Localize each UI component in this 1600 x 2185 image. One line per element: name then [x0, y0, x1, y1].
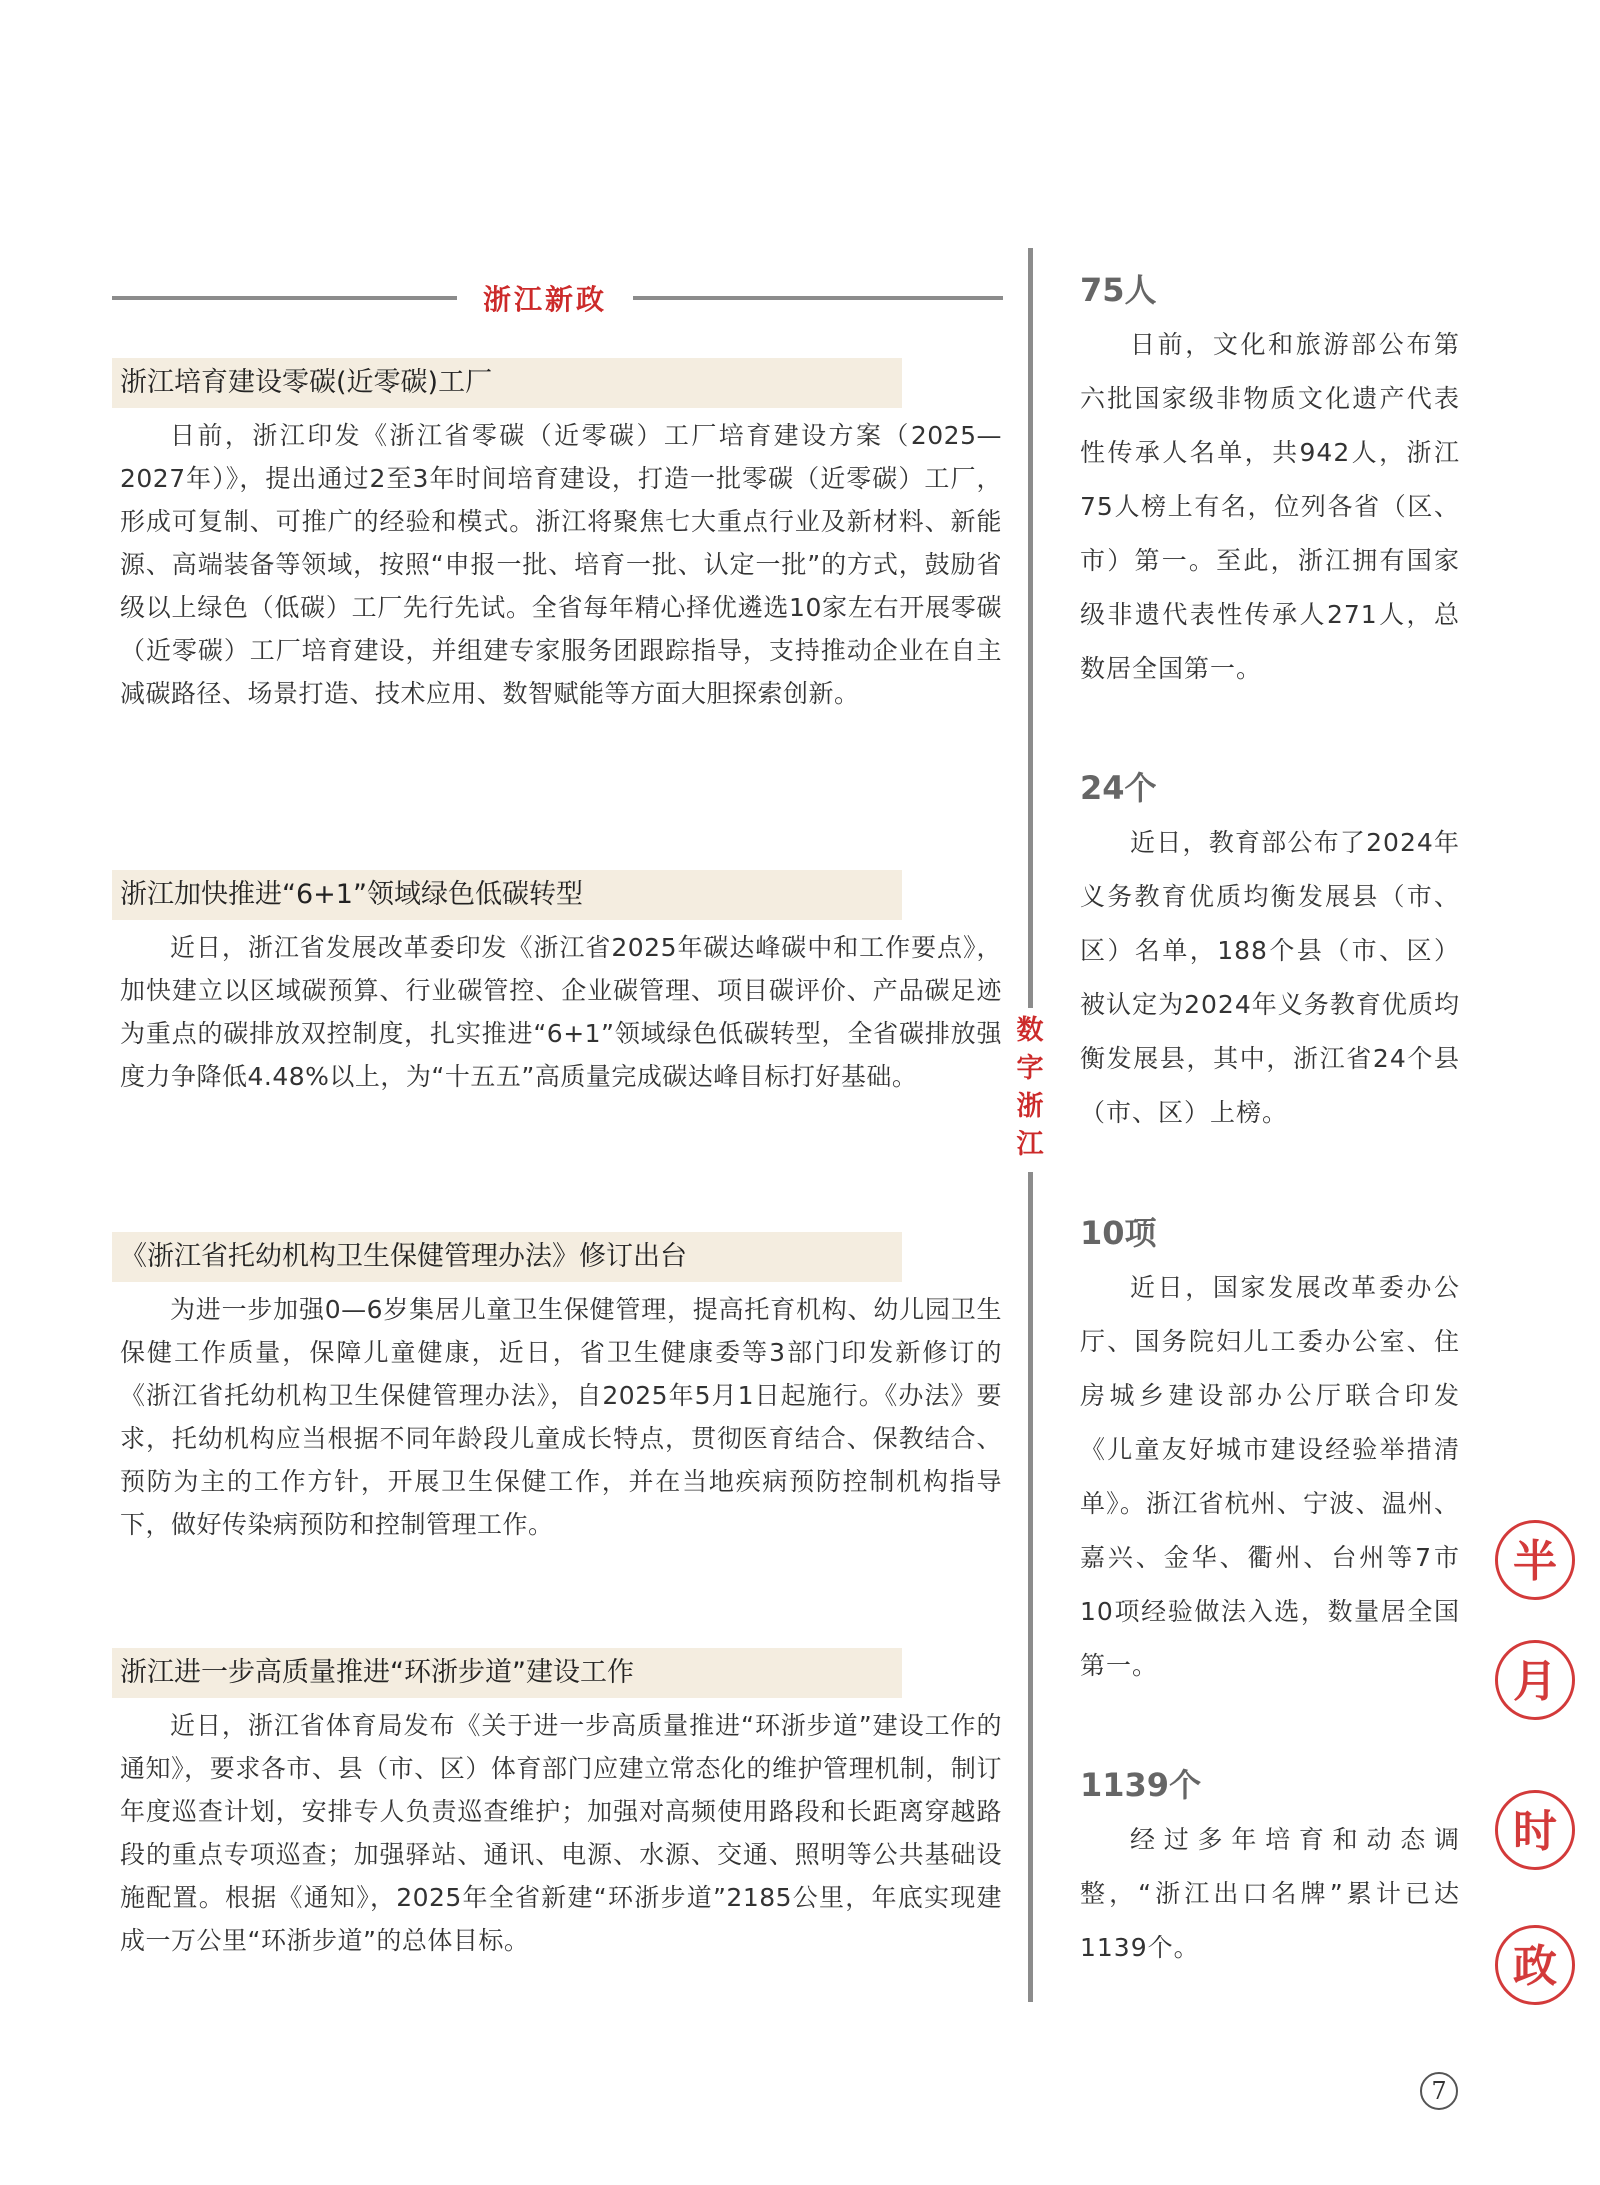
section-rule-right: [633, 296, 1003, 300]
stat-value: 24个: [1080, 769, 1157, 807]
column-divider-top: [1028, 248, 1033, 1008]
section-rule-left: [112, 296, 457, 300]
article-title: 浙江培育建设零碳(近零碳)工厂: [112, 358, 902, 408]
article-body: 近日，浙江省体育局发布《关于进一步高质量推进“环浙步道”建设工作的通知》，要求各市、县（市、区）体育部门应建立常态化的维护管理机制，制订年度巡查计划，安排专人负责巡查维护；加强对高频使用路段和长距离穿越路段的重点专项巡查；加强驿站、通讯、电源、水源、交通、照明等公共基础设施配置。根据《通知》，2025年全省新建“环浙步道”2185公里，年底实现建成一万公里“环浙步道”的总体目标。: [120, 1711, 1002, 1955]
article-title: 浙江加快推进“6+1”领域绿色低碳转型: [112, 870, 902, 920]
stat-block: [1080, 1213, 1460, 1693]
article-green-transition: [112, 870, 1002, 1098]
column-seal-yue: 月: [1495, 1640, 1575, 1720]
page-number: 7: [1420, 2072, 1458, 2110]
side-label-digital-zhejiang: 数字浙江: [1010, 1012, 1050, 1164]
stat-block: [1080, 768, 1460, 1140]
column-seal-ban: 半: [1495, 1520, 1575, 1600]
article-childcare-health: [112, 1232, 1002, 1546]
stat-body: 近日，教育部公布了2024年义务教育优质均衡发展县（市、区）名单，188个县（市、区）被认定为2024年义务教育优质均衡发展县，其中，浙江省24个县（市、区）上榜。: [1080, 828, 1460, 1127]
stat-block: [1080, 1765, 1460, 1975]
stat-block: [1080, 270, 1460, 696]
stat-value: 75人: [1080, 271, 1157, 309]
article-body: 为进一步加强0—6岁集居儿童卫生保健管理，提高托育机构、幼儿园卫生保健工作质量，保障儿童健康，近日，省卫生健康委等3部门印发新修订的《浙江省托幼机构卫生保健管理办法》，自2025年5月1日起施行。《办法》要求，托幼机构应当根据不同年龄段儿童成长特点，贯彻医育结合、保教结合、预防为主的工作方针，开展卫生保健工作，并在当地疾病预防控制机构指导下，做好传染病预防和控制管理工作。: [120, 1295, 1002, 1539]
section-title: 浙江新政: [482, 283, 607, 316]
article-title: 浙江进一步高质量推进“环浙步道”建设工作: [112, 1648, 902, 1698]
article-title: 《浙江省托幼机构卫生保健管理办法》修订出台: [112, 1232, 902, 1282]
article-hiking-trail: [112, 1648, 1002, 1962]
column-divider-bottom: [1028, 1172, 1033, 2002]
stat-body: 经过多年培育和动态调整，“浙江出口名牌”累计已达1139个。: [1080, 1825, 1460, 1962]
stat-value: 10项: [1080, 1214, 1157, 1252]
article-zero-carbon: [112, 358, 1002, 715]
article-body: 近日，浙江省发展改革委印发《浙江省2025年碳达峰碳中和工作要点》，加快建立以区域碳预算、行业碳管控、企业碳管理、项目碳评价、产品碳足迹为重点的碳排放双控制度，扎实推进“6+1”领域绿色低碳转型，全省碳排放强度力争降低4.48%以上，为“十五五”高质量完成碳达峰目标打好基础。: [120, 933, 1002, 1091]
stat-body: 近日，国家发展改革委办公厅、国务院妇儿工委办公室、住房城乡建设部办公厅联合印发《儿童友好城市建设经验举措清单》。浙江省杭州、宁波、温州、嘉兴、金华、衢州、台州等7市10项经验做法入选，数量居全国第一。: [1080, 1273, 1460, 1680]
stat-body: 日前，文化和旅游部公布第六批国家级非物质文化遗产代表性传承人名单，共942人，浙江75人榜上有名，位列各省（区、市）第一。至此，浙江拥有国家级非遗代表性传承人271人，总数居全国第一。: [1080, 330, 1460, 683]
stat-value: 1139个: [1080, 1766, 1202, 1804]
column-seal-zheng: 政: [1495, 1925, 1575, 2005]
column-seal-shi: 时: [1495, 1790, 1575, 1870]
article-body: 日前，浙江印发《浙江省零碳（近零碳）工厂培育建设方案（2025—2027年）》，提出通过2至3年时间培育建设，打造一批零碳（近零碳）工厂，形成可复制、可推广的经验和模式。浙江将聚焦七大重点行业及新材料、新能源、高端装备等领域，按照“申报一批、培育一批、认定一批”的方式，鼓励省级以上绿色（低碳）工厂先行先试。全省每年精心择优遴选10家左右开展零碳（近零碳）工厂培育建设，并组建专家服务团跟踪指导，支持推动企业在自主减碳路径、场景打造、技术应用、数智赋能等方面大胆探索创新。: [120, 421, 1002, 708]
